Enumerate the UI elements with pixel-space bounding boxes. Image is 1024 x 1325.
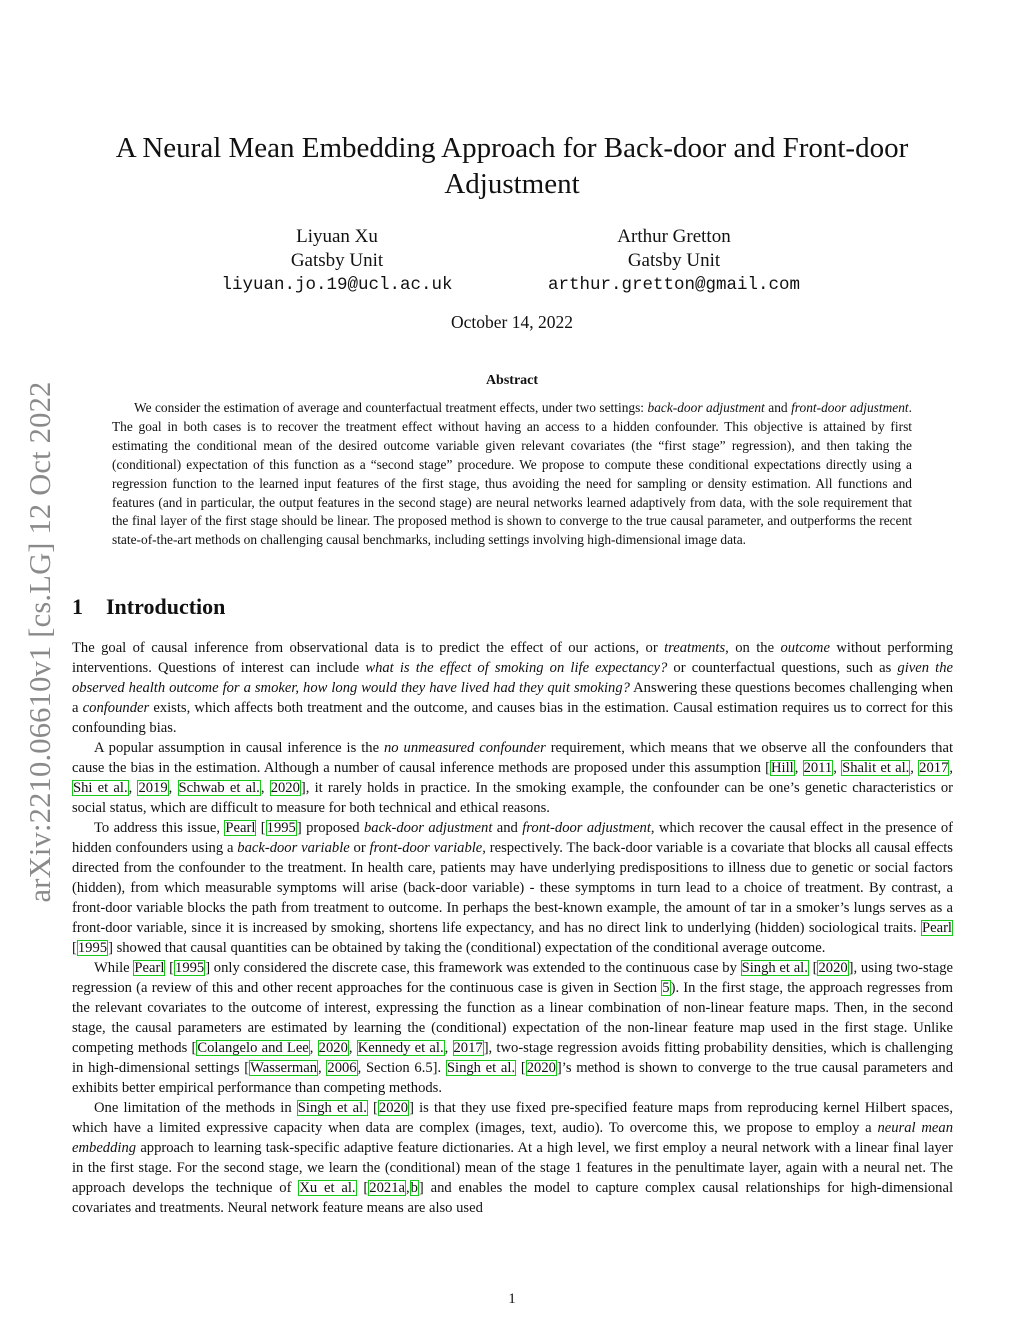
citation-link[interactable]: 1995: [266, 820, 296, 836]
page-number: 1: [508, 1291, 516, 1307]
citation-link[interactable]: 2020: [378, 1100, 409, 1116]
body-text: [72, 638, 953, 1218]
citation-link[interactable]: 2019: [138, 780, 168, 796]
citation-link[interactable]: Schwab et al.: [178, 780, 260, 796]
citation-link[interactable]: 2006: [327, 1060, 357, 1076]
citation-link[interactable]: 2011: [803, 760, 833, 776]
citation-link[interactable]: 2020: [818, 960, 848, 976]
section-title: Introduction: [106, 594, 226, 619]
arxiv-identifier: arXiv:2210.06610v1 [cs.LG] 12 Oct 2022: [23, 381, 57, 903]
abstract-heading: Abstract: [485, 373, 539, 388]
citation-link[interactable]: 2020: [270, 780, 300, 796]
citation-link[interactable]: Shalit et al.: [842, 760, 910, 776]
citation-link[interactable]: Singh et al.: [297, 1100, 367, 1116]
section-heading: [72, 594, 225, 620]
citation-link[interactable]: Singh et al.: [446, 1060, 516, 1076]
author-affiliation: Gatsby Unit: [290, 250, 384, 271]
paragraph: One limitation of the methods in Singh et al. [2020] is that they use fixed pre-specified feature maps from reproducing kernel Hilbert spaces, which have a limited expressive capacity when data are complex (images, text, audio). To overcome this, we propose to employ a neural mean embedding approach to learning task-specific adaptive feature dictionaries. At a high level, we first employ a neural network with a linear final layer in the first stage. For the second stage, we learn the (conditional) mean of the stage 1 features in the penultimate layer, again with a neural net. The approach develops the technique of Xu et al. [2021a,b] and enables the model to capture complex causal relationships for high-dimensional covariates and treatments. Neural network feature means are also used: [72, 1100, 954, 1216]
author-name: Arthur Gretton: [617, 226, 731, 247]
emphasis: what is the effect of smoking on life expectancy?: [365, 660, 668, 676]
citation-link[interactable]: Wasserman: [250, 1060, 318, 1076]
citation-link[interactable]: 2017: [919, 760, 949, 776]
emphasis: given the observed health outcome for a smoker, how long would they have lived had they quit smoking?: [72, 660, 953, 696]
citation-link[interactable]: Kennedy et al.: [357, 1040, 444, 1056]
author-block: [187, 225, 487, 297]
author-email[interactable]: arthur.gretton@gmail.com: [547, 275, 801, 295]
citation-link[interactable]: 2017: [453, 1040, 483, 1056]
emphasis: front-door adjustment: [791, 400, 909, 415]
emphasis: outcome: [780, 640, 830, 656]
paragraph: While Pearl [1995] only considered the discrete case, this framework was extended to the continuous case by Singh et al. [2020], using two-stage regression (a review of this and other recent approaches for the continuous case is given in Section 5). In the first stage, the approach regresses from the relevant covariates to the outcome of interest, expressing the function as a linear combination of non-linear feature maps. Then, in the second stage, the causal parameters are estimated by learning the (conditional) expectation of the non-linear feature map used in the first stage. Unlike competing methods [Colangelo and Lee, 2020, Kennedy et al., 2017], two-stage regression avoids fitting probability densities, which is challenging in high-dimensional settings [Wasserman, 2006, Section 6.5]. Singh et al. [2020]’s method is shown to converge to the true causal parameters and exhibits better empirical performance than competing methods.: [72, 960, 954, 1096]
emphasis: confounder: [82, 700, 150, 716]
citation-link[interactable]: 1995: [77, 940, 108, 956]
section-number: 1: [72, 594, 83, 619]
author-email[interactable]: liyuan.jo.19@ucl.ac.uk: [221, 275, 453, 295]
paragraph: To address this issue, Pearl [1995] proposed back-door adjustment and front-door adjustment, which recover the causal effect in the presence of hidden confounders using a back-door variable or front-door variable, respectively. The back-door variable is a covariate that blocks all causal effects directed from the confounder to the treatment. In health care, patients may have underlying predispositions to illness due to genetic or social factors (hidden), from which measurable symptoms will arise (back-door variable) - these symptoms in turn lead to a choice of treatment. By contrast, a front-door variable blocks the path from treatment to outcome. In perhaps the best-known example, the amount of tar in a smoker’s lungs serves as a front-door variable, since it is increased by smoking, shortens life expectancy, and has no direct link to underlying (hidden) sociological traits. Pearl [1995] showed that causal quantities can be obtained by taking the (conditional) expectation of the conditional average outcome.: [72, 820, 953, 956]
author-block: [518, 225, 830, 297]
abstract-body: We consider the estimation of average and counterfactual treatment effects, under two settings: back-door adjustment and front-door adjustment. The goal in both cases is to recover the treatment effect without having an access to a hidden confounder. This objective is attained by first estimating the conditional mean of the desired outcome variable given relevant covariates (the “first stage” regression), and then taking the (conditional) expectation of this function as a “second stage” procedure. We propose to compute these conditional expectations directly using a regression function to the learned input features of the first stage, thus avoiding the need for sampling or density estimation. All functions and features (and in particular, the output features in the second stage) are neural networks learned adaptively from data, with the sole requirement that the final layer of the first stage should be linear. The proposed method is shown to converge to the true causal parameter, and outperforms the recent state-of-the-art methods on challenging causal benchmarks, including settings involving high-dimensional image data.: [112, 400, 912, 548]
emphasis: front-door variable: [369, 840, 483, 856]
paragraph: A popular assumption in causal inference is the no unmeasured confounder requirement, which means that we observe all the confounders that cause the bias in the estimation. Although a number of causal inference methods are proposed under this assumption [Hill, 2011, Shalit et al., 2017, Shi et al., 2019, Schwab et al., 2020], it rarely holds in practice. In the smoking example, the confounder can be one’s genetic characteristics or social status, which are difficult to measure for both technical and ethical reasons.: [72, 740, 954, 816]
emphasis: back-door adjustment: [647, 400, 765, 415]
emphasis: back-door adjustment: [363, 820, 493, 836]
citation-link[interactable]: Hill: [770, 760, 794, 776]
citation-link[interactable]: Colangelo and Lee: [197, 1040, 309, 1056]
citation-link[interactable]: 2021a: [369, 1180, 405, 1196]
emphasis: front-door adjustment: [522, 820, 651, 836]
citation-link[interactable]: 5: [662, 980, 670, 996]
paper-date: October 14, 2022: [451, 312, 573, 332]
citation-link[interactable]: Pearl: [922, 920, 952, 936]
citation-link[interactable]: Xu et al.: [299, 1180, 356, 1196]
citation-link[interactable]: 1995: [175, 960, 205, 976]
emphasis: neural mean embedding: [72, 1120, 953, 1156]
emphasis: treatments: [664, 640, 726, 656]
citation-link[interactable]: Pearl: [134, 960, 165, 976]
citation-link[interactable]: Shi et al.: [73, 780, 128, 796]
emphasis: no unmeasured confounder: [384, 740, 546, 756]
paper-title: A Neural Mean Embedding Approach for Back-door and Front-door Adjustment: [115, 132, 909, 200]
citation-link[interactable]: 2020: [318, 1040, 348, 1056]
citation-link[interactable]: Pearl: [225, 820, 256, 836]
citation-link[interactable]: Singh et al.: [741, 960, 808, 976]
citation-link[interactable]: 2020: [526, 1060, 556, 1076]
author-name: Liyuan Xu: [296, 226, 378, 247]
citation-link[interactable]: b: [410, 1180, 418, 1196]
paragraph: The goal of causal inference from observational data is to predict the effect of our actions, or treatments, on the outcome without performing interventions. Questions of interest can include what is the effect of smoking on life expectancy? or counterfactual questions, such as given the observed health outcome for a smoker, how long would they have lived had they quit smoking? Answering these questions becomes challenging when a confounder exists, which affects both treatment and the outcome, and causes bias in the estimation. Causal estimation requires us to correct for this confounding bias.: [72, 640, 953, 736]
emphasis: back-door variable: [237, 840, 350, 856]
author-affiliation: Gatsby Unit: [627, 250, 721, 271]
